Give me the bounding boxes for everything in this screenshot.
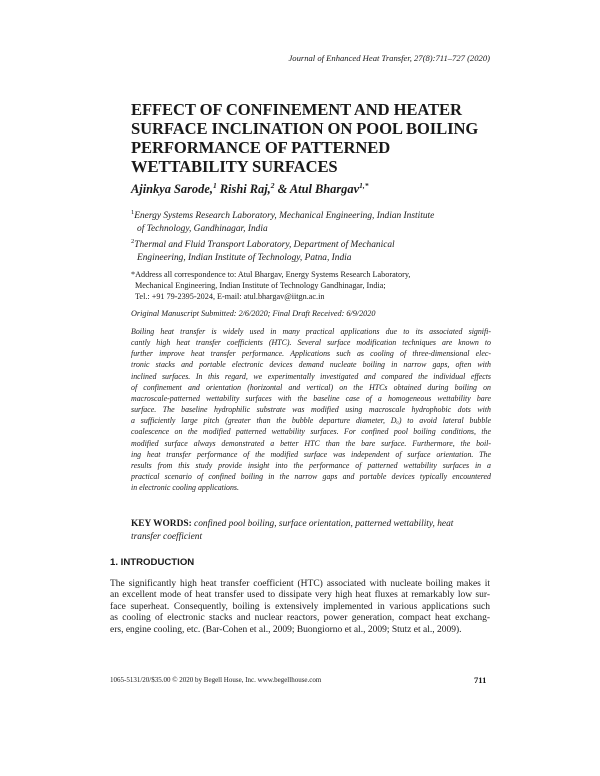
abstract-line: inclined surfaces. In this regard, we experimentally investigated and compared the individual effects bbox=[131, 371, 491, 381]
correspondence-note bbox=[131, 269, 491, 303]
abstract-line: results from this study provide insight into the performance of patterned wettability surfaces in a bbox=[131, 460, 491, 470]
abstract-line: modified surface always demonstrated a better HTC than the bare surface. Furthermore, the boil- bbox=[131, 438, 491, 448]
manuscript-dates: Original Manuscript Submitted: 2/6/2020; Final Draft Received: 6/9/2020 bbox=[131, 309, 376, 318]
affiliation-line: Thermal and Fluid Transport Laboratory, Department of Mechanical bbox=[134, 240, 395, 251]
journal-reference: Journal of Enhanced Heat Transfer, 27(8):711–727 (2020) bbox=[288, 53, 490, 63]
body-line: ers, engine cooling, etc. (Bar-Cohen et al., 2009; Buongiorno et al., 2009; Stutz et al., 2009). bbox=[110, 624, 462, 635]
title-line: SURFACE INCLINATION ON POOL BOILING bbox=[131, 119, 479, 138]
page-number: 711 bbox=[474, 675, 487, 685]
author-name: & Atul Bhargav bbox=[274, 182, 360, 197]
author-affiliation-mark: 2 bbox=[270, 181, 275, 190]
abstract-line: in electronic cooling applications. bbox=[131, 483, 239, 493]
footer-copyright: 1065-5131/20/$35.00 © 2020 by Begell House, Inc. www.begellhouse.com bbox=[110, 676, 322, 684]
keywords bbox=[131, 518, 491, 543]
abstract-line: coalescence on the modified patterned wettability surfaces. For confined pool boiling conditions, the bbox=[131, 427, 491, 437]
abstract-line: cantly high heat transfer coefficients (HTC). Several surface modification techniques are known to bbox=[131, 338, 491, 348]
affiliation-line: of Technology, Gandhinagar, India bbox=[137, 223, 268, 234]
abstract-line: of confinement and orientation (horizontal and vertical) on the HTCs obtained during boiling on bbox=[131, 382, 491, 392]
affiliation-1 bbox=[131, 207, 491, 235]
keywords-label: KEY WORDS: bbox=[131, 519, 192, 529]
abstract-line: surface. The baseline hydrophilic substrate was modified using macroscale hydrophobic dots with bbox=[131, 405, 491, 415]
body-line: face superheat. Consequently, boiling is extensively implemented in various applications such bbox=[110, 601, 490, 612]
affiliation-2 bbox=[131, 236, 491, 264]
abstract-line: ing heat transfer performance of the modified surface was independent of surface orientation. The bbox=[131, 449, 491, 459]
author-affiliation-mark: 1 bbox=[212, 181, 217, 190]
abstract bbox=[131, 326, 491, 493]
title-line: WETTABILITY SURFACES bbox=[131, 157, 338, 176]
author-list bbox=[131, 181, 368, 197]
affiliation-mark: 1 bbox=[131, 209, 135, 216]
abstract-line: tronic stacks and portable electronic devices demand nucleate boiling in narrow gaps, often with bbox=[131, 360, 491, 370]
paper-title bbox=[131, 100, 491, 176]
title-line: EFFECT OF CONFINEMENT AND HEATER bbox=[131, 100, 462, 119]
body-line: an excellent mode of heat transfer used to dissipate very high heat fluxes at remarkably low sur- bbox=[110, 590, 490, 601]
abstract-line: practical scenario of confined boiling in the narrow gaps and portable devices typically encountered bbox=[131, 472, 491, 482]
correspondence-line: *Address all correspondence to: Atul Bhargav, Energy Systems Research Laboratory, bbox=[131, 270, 411, 279]
keywords-text: transfer coefficient bbox=[131, 531, 203, 542]
abstract-line: Boiling heat transfer is widely used in many practical applications due to its associated signifi- bbox=[131, 327, 491, 336]
section-heading: 1. INTRODUCTION bbox=[110, 557, 195, 568]
body-line: as cooling of electronic stacks and nuclear reactors, power generation, compact heat exchang- bbox=[110, 613, 490, 624]
abstract-line: further improve heat transfer performance. Applications such as cooling of three-dimensional elec- bbox=[131, 349, 491, 359]
affiliation-line: Energy Systems Research Laboratory, Mechanical Engineering, Indian Institute bbox=[134, 211, 435, 222]
author-name: Rishi Raj, bbox=[216, 182, 271, 197]
introduction-paragraph bbox=[110, 579, 490, 636]
author-name: Ajinkya Sarode, bbox=[131, 182, 213, 197]
author-affiliation-mark: 1,* bbox=[359, 181, 369, 190]
body-line: The significantly high heat transfer coefficient (HTC) associated with nucleate boiling makes it bbox=[110, 579, 490, 589]
affiliation-line: Engineering, Indian Institute of Technology, Patna, India bbox=[137, 252, 352, 263]
title-line: PERFORMANCE OF PATTERNED bbox=[131, 138, 391, 157]
correspondence-line: Mechanical Engineering, Indian Institute of Technology Gandhinagar, India; bbox=[135, 281, 386, 291]
abstract-line: a sufficiently large pitch (greater than the bubble departure diameter, Dₐ) to avoid lateral bubble bbox=[131, 416, 491, 426]
keywords-text: confined pool boiling, surface orientation, patterned wettability, heat bbox=[191, 519, 454, 529]
abstract-line: macroscale-patterned wettability surfaces with the baseline case of a homogeneous wettability bare bbox=[131, 393, 491, 403]
correspondence-line: Tel.: +91 79-2395-2024, E-mail: atul.bhargav@iitgn.ac.in bbox=[135, 292, 325, 302]
affiliation-mark: 2 bbox=[131, 238, 135, 245]
